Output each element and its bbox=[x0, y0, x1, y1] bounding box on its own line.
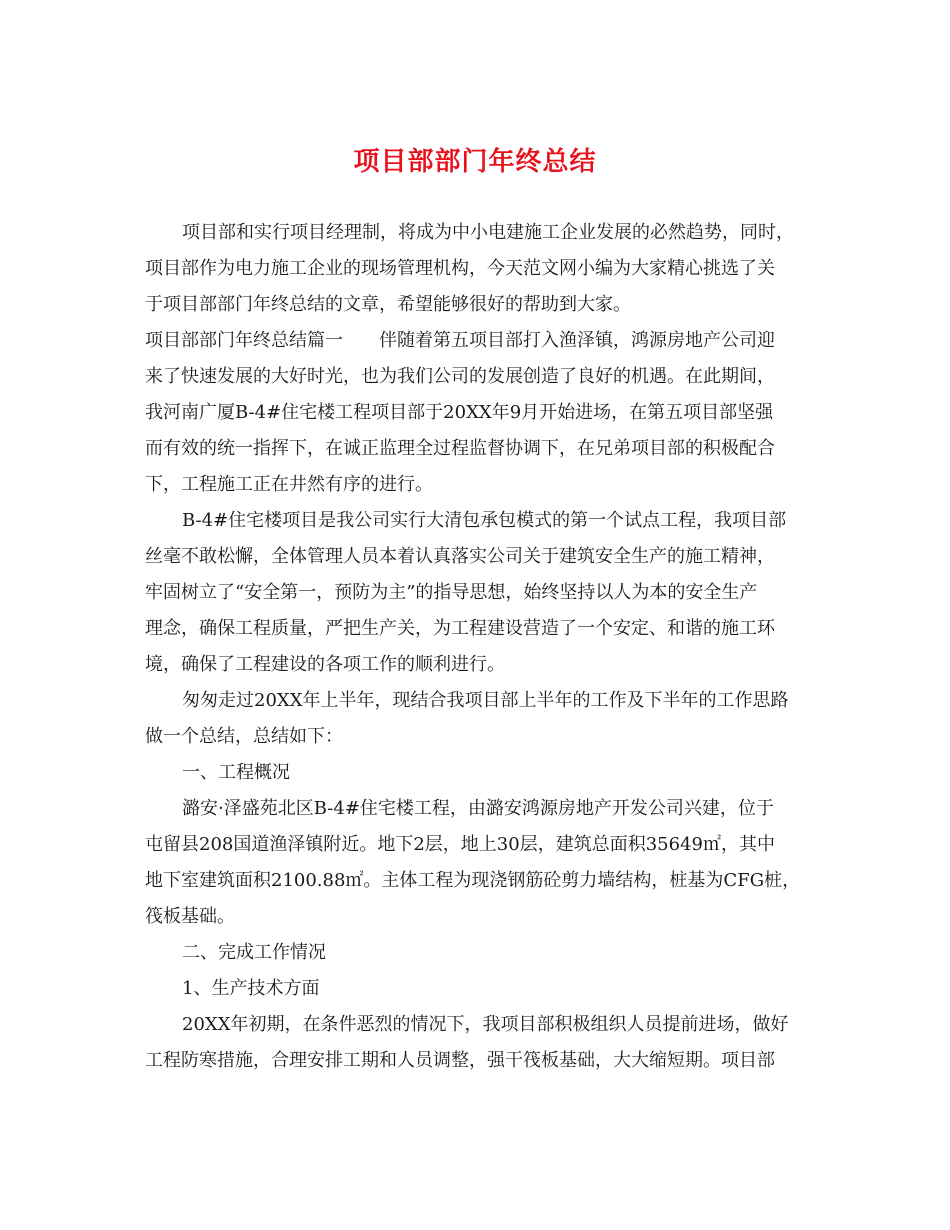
body-line: 我河南广厦B-4#住宅楼工程项目部于20XX年9月开始进场，在第五项目部坚强 bbox=[145, 402, 774, 423]
body-line: 工程防寒措施，合理安排工期和人员调整，强干筏板基础，大大缩短期。项目部 bbox=[145, 1050, 775, 1071]
body-line: 做一个总结，总结如下： bbox=[145, 726, 343, 747]
body-line: 筏板基础。 bbox=[145, 906, 235, 927]
body-line: 地下室建筑面积2100.88㎡。主体工程为现浇钢筋砼剪力墙结构，桩基为CFG桩， bbox=[145, 870, 801, 891]
document-body bbox=[145, 215, 810, 1079]
body-line: 项目部和实行项目经理制，将成为中小电建施工企业发展的必然趋势，同时， bbox=[182, 222, 794, 243]
subsection-heading: 1、生产技术方面 bbox=[182, 978, 320, 999]
body-line: 潞安·泽盛苑北区B-4#住宅楼工程，由潞安鸿源房地产开发公司兴建，位于 bbox=[182, 798, 774, 819]
body-line: 于项目部部门年终总结的文章，希望能够很好的帮助到大家。 bbox=[145, 294, 631, 315]
body-line: 而有效的统一指挥下，在诚正监理全过程监督协调下，在兄弟项目部的积极配合 bbox=[145, 438, 775, 459]
body-line: 丝毫不敢松懈，全体管理人员本着认真落实公司关于建筑安全生产的施工精神， bbox=[145, 546, 775, 567]
body-line: B-4#住宅楼项目是我公司实行大清包承包模式的第一个试点工程，我项目部 bbox=[182, 510, 787, 531]
section-heading: 二、完成工作情况 bbox=[182, 942, 326, 963]
body-line: 来了快速发展的大好时光，也为我们公司的发展创造了良好的机遇。在此期间， bbox=[145, 366, 775, 387]
body-line: 20XX年初期，在条件恶烈的情况下，我项目部积极组织人员提前进场，做好 bbox=[182, 1014, 789, 1035]
body-line: 项目部部门年终总结篇一 伴随着第五项目部打入渔泽镇，鸿源房地产公司迎 bbox=[145, 330, 775, 351]
body-line: 理念，确保工程质量，严把生产关，为工程建设营造了一个安定、和谐的施工环 bbox=[145, 618, 775, 639]
body-line: 境，确保了工程建设的各项工作的顺利进行。 bbox=[145, 654, 505, 675]
body-line: 屯留县208国道渔泽镇附近。地下2层，地上30层，建筑总面积35649㎡，其中 bbox=[145, 834, 775, 855]
body-line: 匆匆走过20XX年上半年，现结合我项目部上半年的工作及下半年的工作思路 bbox=[182, 690, 789, 711]
section-heading: 一、工程概况 bbox=[182, 762, 290, 783]
document-title: 项目部部门年终总结 bbox=[353, 147, 597, 177]
body-line: 项目部作为电力施工企业的现场管理机构，今天范文网小编为大家精心挑选了关 bbox=[145, 258, 775, 279]
body-line: 下，工程施工正在井然有序的进行。 bbox=[145, 474, 433, 495]
body-line: 牢固树立了“安全第一，预防为主”的指导思想，始终坚持以人为本的安全生产 bbox=[145, 582, 758, 603]
